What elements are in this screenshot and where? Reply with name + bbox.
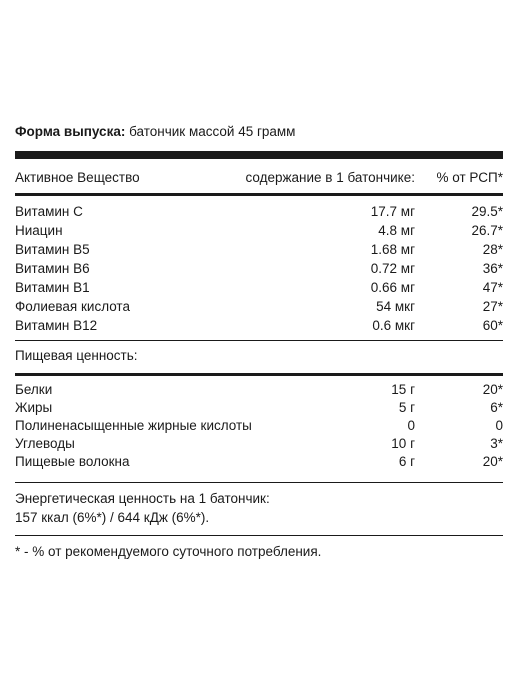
- row-amount: 10 г: [391, 436, 415, 451]
- row-percent: 26.7*: [471, 223, 503, 238]
- nutrition-title: Пищевая ценность:: [15, 348, 138, 363]
- divider-thick-top: [15, 151, 503, 159]
- vitamin-row: [15, 279, 503, 297]
- row-percent: 47*: [482, 280, 503, 295]
- row-percent: 20*: [482, 382, 503, 397]
- row-name: Витамин С: [15, 204, 83, 219]
- row-amount: 54 мкг: [376, 299, 415, 314]
- row-percent: 36*: [482, 261, 503, 276]
- nutrition-row: [15, 399, 503, 417]
- table-header: [15, 169, 503, 187]
- release-form-value: батончик массой 45 грамм: [129, 124, 296, 139]
- vitamin-row: [15, 241, 503, 259]
- row-amount: 5 г: [398, 400, 415, 415]
- energy-line-1: Энергетическая ценность на 1 батончик:: [15, 491, 270, 506]
- vitamin-row: [15, 317, 503, 335]
- vitamin-row: [15, 260, 503, 278]
- row-amount: 17.7 мг: [370, 204, 415, 219]
- vitamin-row: [15, 298, 503, 316]
- header-content: содержание в 1 батончике:: [245, 170, 415, 185]
- row-name: Ниацин: [15, 223, 63, 238]
- row-name: Белки: [15, 382, 53, 397]
- divider-nutrition: [15, 373, 503, 376]
- vitamin-row: [15, 203, 503, 221]
- nutrition-row: [15, 417, 503, 435]
- row-name: Фолиевая кислота: [15, 299, 130, 314]
- row-percent: 3*: [490, 436, 503, 451]
- nutrition-row: [15, 453, 503, 471]
- row-percent: 60*: [482, 318, 503, 333]
- energy-line-2: 157 ккал (6%*) / 644 кДж (6%*).: [15, 510, 210, 525]
- row-percent: 20*: [482, 454, 503, 469]
- release-form-label: Форма выпуска:: [15, 124, 126, 139]
- row-amount: 4.8 мг: [378, 223, 415, 238]
- row-percent: 27*: [482, 299, 503, 314]
- row-name: Полиненасыщенные жирные кислоты: [15, 418, 252, 433]
- row-percent: 28*: [482, 242, 503, 257]
- row-name: Витамин В5: [15, 242, 90, 257]
- row-percent: 0: [495, 418, 503, 433]
- row-name: Углеводы: [15, 436, 75, 451]
- vitamin-row: [15, 222, 503, 240]
- row-amount: 0.66 мг: [370, 280, 415, 295]
- row-percent: 6*: [490, 400, 503, 415]
- divider-header: [15, 193, 503, 196]
- divider-footnote: [15, 535, 503, 536]
- header-substance: Активное Вещество: [15, 170, 140, 185]
- row-name: Пищевые волокна: [15, 454, 130, 469]
- row-amount: 0.6 мкг: [372, 318, 415, 333]
- release-form: [15, 124, 295, 139]
- row-name: Жиры: [15, 400, 53, 415]
- nutrition-row: [15, 435, 503, 453]
- row-amount: 1.68 мг: [370, 242, 415, 257]
- row-amount: 0: [407, 418, 415, 433]
- row-name: Витамин В12: [15, 318, 98, 333]
- row-percent: 29.5*: [471, 204, 503, 219]
- header-percent: % от РСП*: [436, 170, 503, 185]
- row-name: Витамин В6: [15, 261, 90, 276]
- footnote: * - % от рекомендуемого суточного потребления.: [15, 544, 322, 559]
- row-amount: 6 г: [398, 454, 415, 469]
- divider-vitamins: [15, 340, 503, 341]
- nutrition-row: [15, 381, 503, 399]
- row-name: Витамин В1: [15, 280, 90, 295]
- row-amount: 15 г: [391, 382, 415, 397]
- row-amount: 0.72 мг: [370, 261, 415, 276]
- divider-energy: [15, 482, 503, 483]
